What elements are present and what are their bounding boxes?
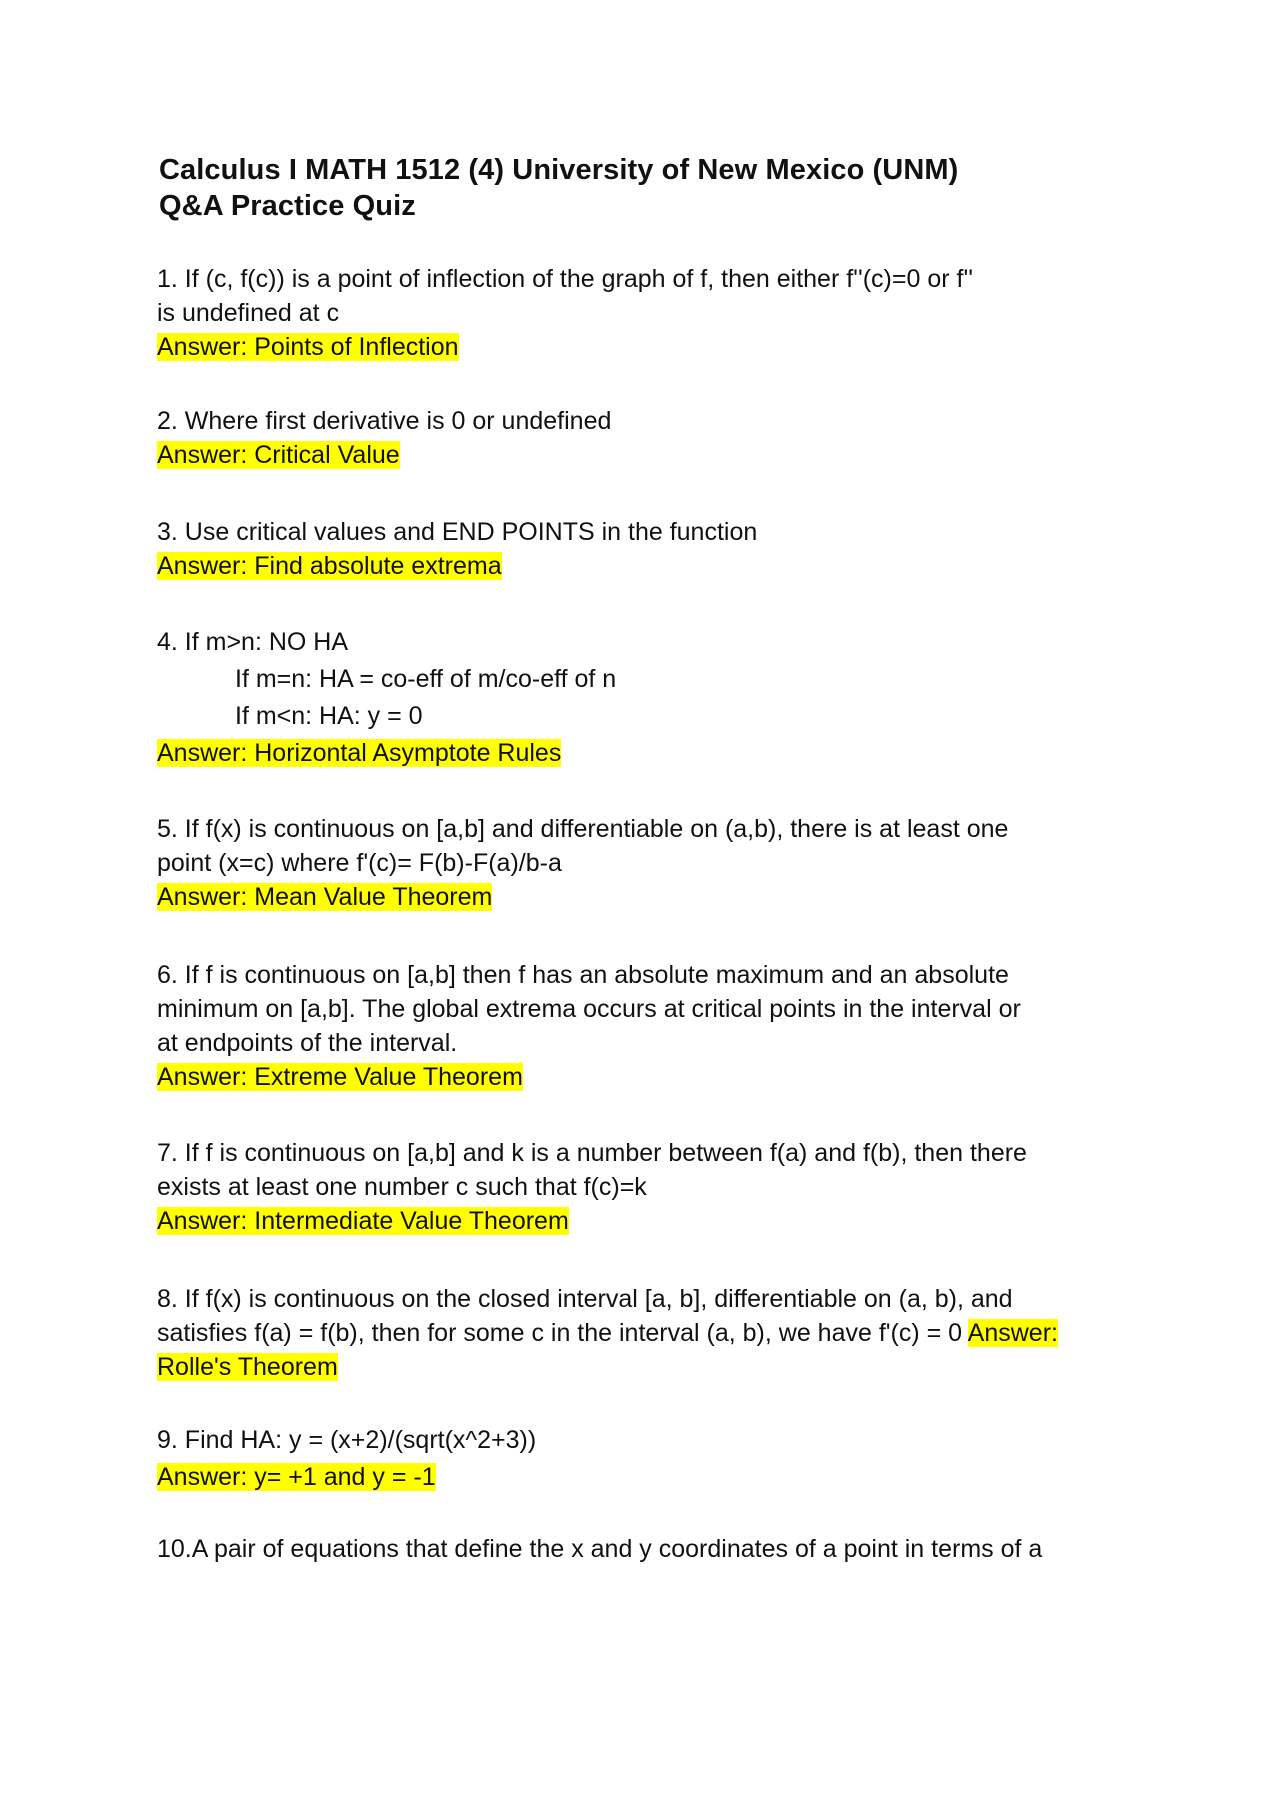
answer-highlight: Answer: Intermediate Value Theorem <box>157 1207 569 1235</box>
question-4 <box>157 624 1117 772</box>
question-7 <box>157 1136 1117 1238</box>
question-text-line: 10.A pair of equations that define the x and y coordinates of a point in terms of a <box>157 1535 1043 1563</box>
question-5 <box>157 812 1117 914</box>
question-1 <box>157 262 1117 364</box>
question-text-line: 5. If f(x) is continuous on [a,b] and differentiable on (a,b), there is at least one <box>157 815 1009 843</box>
answer-highlight: Rolle's Theorem <box>157 1353 338 1381</box>
question-text-line: is undefined at c <box>157 299 340 327</box>
answer-highlight: Answer: Find absolute extrema <box>157 552 502 580</box>
question-text-line: 3. Use critical values and END POINTS in the function <box>157 518 758 546</box>
title-line-2: Q&A Practice Quiz <box>159 190 416 222</box>
question-text-line: 7. If f is continuous on [a,b] and k is a number between f(a) and f(b), then there <box>157 1139 1027 1167</box>
question-text-line: 6. If f is continuous on [a,b] then f has an absolute maximum and an absolute <box>157 961 1009 989</box>
answer-highlight: Answer: Horizontal Asymptote Rules <box>157 739 562 767</box>
question-text-line: minimum on [a,b]. The global extrema occurs at critical points in the interval or <box>157 995 1021 1023</box>
question-9 <box>157 1422 1117 1496</box>
question-text-line: at endpoints of the interval. <box>157 1029 458 1057</box>
answer-highlight: Answer: Points of Inflection <box>157 333 459 361</box>
question-text-line: point (x=c) where f'(c)= F(b)-F(a)/b-a <box>157 849 562 877</box>
document-title <box>159 152 1159 224</box>
question-3 <box>157 515 1117 583</box>
answer-highlight: Answer: <box>967 1319 1058 1347</box>
answer-highlight: Answer: Critical Value <box>157 441 400 469</box>
question-text-line: 2. Where first derivative is 0 or undefined <box>157 407 612 435</box>
answer-highlight: Answer: Extreme Value Theorem <box>157 1063 523 1091</box>
question-text-line: If m=n: HA = co-eff of m/co-eff of n <box>235 665 617 693</box>
question-text-line: exists at least one number c such that f(c)=k <box>157 1173 647 1201</box>
question-text-line: 8. If f(x) is continuous on the closed interval [a, b], differentiable on (a, b), and <box>157 1285 1013 1313</box>
question-2 <box>157 404 1117 472</box>
question-text-line: 1. If (c, f(c)) is a point of inflection of the graph of f, then either f''(c)=0 or f'' <box>157 265 973 293</box>
question-text-line: If m<n: HA: y = 0 <box>235 702 423 730</box>
question-text-line: satisfies f(a) = f(b), then for some c in the interval (a, b), we have f'(c) = 0 <box>157 1319 963 1347</box>
question-6 <box>157 958 1117 1094</box>
question-text-line: 4. If m>n: NO HA <box>157 628 349 656</box>
question-10 <box>157 1532 1117 1566</box>
question-8 <box>157 1282 1117 1384</box>
answer-highlight: Answer: Mean Value Theorem <box>157 883 493 911</box>
title-line-1: Calculus I MATH 1512 (4) University of New Mexico (UNM) <box>159 154 959 186</box>
question-text-line: 9. Find HA: y = (x+2)/(sqrt(x^2+3)) <box>157 1426 537 1454</box>
answer-highlight: Answer: y= +1 and y = -1 <box>157 1463 436 1491</box>
